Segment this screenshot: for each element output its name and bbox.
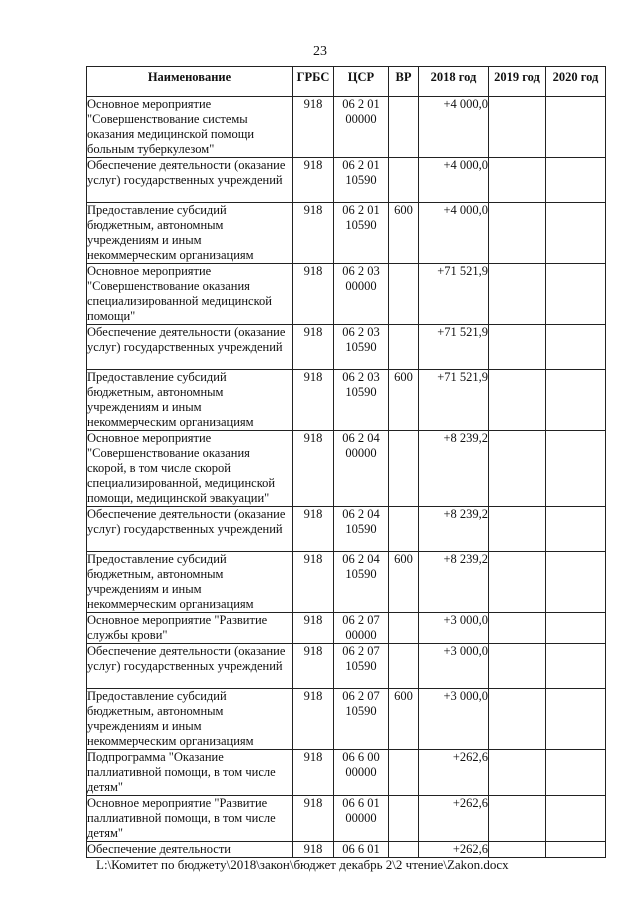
table-header-row <box>87 67 606 97</box>
row-grbs-cell: 918 <box>293 97 334 158</box>
table-row <box>87 97 606 158</box>
row-grbs-cell: 918 <box>293 325 334 370</box>
row-vr-cell: 600 <box>389 689 419 750</box>
row-name-cell: Основное мероприятие "Развитие службы крови" <box>87 613 293 644</box>
row-vr-cell: 600 <box>389 203 419 264</box>
table-row <box>87 750 606 796</box>
header-name: Наименование <box>87 67 293 97</box>
row-grbs-cell: 918 <box>293 689 334 750</box>
row-vr-cell <box>389 507 419 552</box>
row-vr-cell <box>389 613 419 644</box>
row-2019-cell <box>489 750 546 796</box>
row-2019-cell <box>489 644 546 689</box>
row-2020-cell <box>546 750 606 796</box>
row-2018-cell: +8 239,2 <box>419 431 489 507</box>
row-csr-cell: 06 2 07 10590 <box>334 644 389 689</box>
row-vr-cell <box>389 796 419 842</box>
row-2018-cell: +262,6 <box>419 796 489 842</box>
row-2018-cell: +8 239,2 <box>419 507 489 552</box>
table-row <box>87 507 606 552</box>
row-vr-cell <box>389 97 419 158</box>
row-2018-cell: +4 000,0 <box>419 158 489 203</box>
row-2019-cell <box>489 370 546 431</box>
row-name-cell: Обеспечение деятельности <box>87 842 293 858</box>
row-grbs-cell: 918 <box>293 750 334 796</box>
row-grbs-cell: 918 <box>293 552 334 613</box>
row-2020-cell <box>546 796 606 842</box>
row-name-cell: Обеспечение деятельности (оказание услуг) государственных учреждений <box>87 507 293 552</box>
row-2020-cell <box>546 507 606 552</box>
row-grbs-cell: 918 <box>293 644 334 689</box>
row-2018-cell: +3 000,0 <box>419 613 489 644</box>
row-2019-cell <box>489 842 546 858</box>
row-csr-cell: 06 2 01 10590 <box>334 203 389 264</box>
row-vr-cell: 600 <box>389 552 419 613</box>
page-number: 23 <box>313 44 327 59</box>
row-2020-cell <box>546 325 606 370</box>
row-csr-cell: 06 6 00 00000 <box>334 750 389 796</box>
header-2020: 2020 год <box>546 67 606 97</box>
header-2019: 2019 год <box>489 67 546 97</box>
row-2018-cell: +3 000,0 <box>419 644 489 689</box>
row-csr-cell: 06 2 03 10590 <box>334 325 389 370</box>
table-row <box>87 158 606 203</box>
row-csr-cell: 06 2 01 10590 <box>334 158 389 203</box>
row-2020-cell <box>546 689 606 750</box>
row-2018-cell: +4 000,0 <box>419 203 489 264</box>
row-grbs-cell: 918 <box>293 264 334 325</box>
row-csr-cell: 06 6 01 <box>334 842 389 858</box>
row-2019-cell <box>489 796 546 842</box>
row-name-cell: Подпрограмма "Оказание паллиативной помощи, в том числе детям" <box>87 750 293 796</box>
row-name-cell: Предоставление субсидий бюджетным, автономным учреждениям и иным некоммерческим организациям <box>87 370 293 431</box>
row-2020-cell <box>546 370 606 431</box>
row-2018-cell: +3 000,0 <box>419 689 489 750</box>
row-2019-cell <box>489 158 546 203</box>
row-2020-cell <box>546 264 606 325</box>
row-name-cell: Предоставление субсидий бюджетным, автономным учреждениям и иным некоммерческим организациям <box>87 552 293 613</box>
row-2020-cell <box>546 431 606 507</box>
table-row <box>87 203 606 264</box>
row-grbs-cell: 918 <box>293 431 334 507</box>
row-2020-cell <box>546 552 606 613</box>
table-row <box>87 796 606 842</box>
row-csr-cell: 06 2 04 00000 <box>334 431 389 507</box>
row-2018-cell: +4 000,0 <box>419 97 489 158</box>
header-2018: 2018 год <box>419 67 489 97</box>
row-2019-cell <box>489 264 546 325</box>
row-vr-cell <box>389 431 419 507</box>
row-csr-cell: 06 6 01 00000 <box>334 796 389 842</box>
row-2020-cell <box>546 644 606 689</box>
row-name-cell: Обеспечение деятельности (оказание услуг) государственных учреждений <box>87 325 293 370</box>
row-name-cell: Обеспечение деятельности (оказание услуг) государственных учреждений <box>87 644 293 689</box>
row-vr-cell <box>389 842 419 858</box>
table-row <box>87 325 606 370</box>
table-body <box>87 97 606 858</box>
row-2018-cell: +8 239,2 <box>419 552 489 613</box>
file-path-footer: L:\Комитет по бюджету\2018\закон\бюджет декабрь 2\2 чтение\Zakon.docx <box>96 857 509 872</box>
row-vr-cell <box>389 158 419 203</box>
row-2020-cell <box>546 613 606 644</box>
table-row <box>87 689 606 750</box>
row-csr-cell: 06 2 07 00000 <box>334 613 389 644</box>
row-grbs-cell: 918 <box>293 158 334 203</box>
row-name-cell: Обеспечение деятельности (оказание услуг) государственных учреждений <box>87 158 293 203</box>
row-2018-cell: +262,6 <box>419 750 489 796</box>
header-grbs: ГРБС <box>293 67 334 97</box>
row-2020-cell <box>546 97 606 158</box>
row-2018-cell: +71 521,9 <box>419 370 489 431</box>
row-vr-cell <box>389 644 419 689</box>
row-2019-cell <box>489 507 546 552</box>
row-2020-cell <box>546 158 606 203</box>
row-2019-cell <box>489 97 546 158</box>
row-csr-cell: 06 2 04 10590 <box>334 552 389 613</box>
row-2018-cell: +71 521,9 <box>419 264 489 325</box>
header-csr: ЦСР <box>334 67 389 97</box>
table-row <box>87 552 606 613</box>
row-csr-cell: 06 2 07 10590 <box>334 689 389 750</box>
row-grbs-cell: 918 <box>293 613 334 644</box>
row-vr-cell: 600 <box>389 370 419 431</box>
row-name-cell: Основное мероприятие "Совершенствование оказания специализированной медицинской помощи" <box>87 264 293 325</box>
row-name-cell: Предоставление субсидий бюджетным, автономным учреждениям и иным некоммерческим организациям <box>87 689 293 750</box>
row-grbs-cell: 918 <box>293 370 334 431</box>
budget-table <box>86 66 606 858</box>
row-csr-cell: 06 2 04 10590 <box>334 507 389 552</box>
row-grbs-cell: 918 <box>293 203 334 264</box>
row-name-cell: Предоставление субсидий бюджетным, автономным учреждениям и иным некоммерческим организациям <box>87 203 293 264</box>
row-2019-cell <box>489 613 546 644</box>
row-vr-cell <box>389 325 419 370</box>
row-2020-cell <box>546 842 606 858</box>
row-2019-cell <box>489 552 546 613</box>
table-row <box>87 264 606 325</box>
table-row <box>87 644 606 689</box>
row-grbs-cell: 918 <box>293 796 334 842</box>
row-grbs-cell: 918 <box>293 842 334 858</box>
row-csr-cell: 06 2 01 00000 <box>334 97 389 158</box>
row-2019-cell <box>489 325 546 370</box>
row-2018-cell: +71 521,9 <box>419 325 489 370</box>
row-name-cell: Основное мероприятие "Развитие паллиативной помощи, в том числе детям" <box>87 796 293 842</box>
table-row <box>87 613 606 644</box>
row-2019-cell <box>489 431 546 507</box>
row-name-cell: Основное мероприятие "Совершенствование системы оказания медицинской помощи больным туберкулезом" <box>87 97 293 158</box>
row-vr-cell <box>389 750 419 796</box>
header-vr: ВР <box>389 67 419 97</box>
row-2018-cell: +262,6 <box>419 842 489 858</box>
row-grbs-cell: 918 <box>293 507 334 552</box>
table-row <box>87 842 606 858</box>
row-csr-cell: 06 2 03 10590 <box>334 370 389 431</box>
row-2020-cell <box>546 203 606 264</box>
table-row <box>87 431 606 507</box>
row-csr-cell: 06 2 03 00000 <box>334 264 389 325</box>
row-vr-cell <box>389 264 419 325</box>
row-2019-cell <box>489 203 546 264</box>
table-row <box>87 370 606 431</box>
row-name-cell: Основное мероприятие "Совершенствование оказания скорой, в том числе скорой специализированной, медицинской помощи, медицинской эвакуации" <box>87 431 293 507</box>
row-2019-cell <box>489 689 546 750</box>
